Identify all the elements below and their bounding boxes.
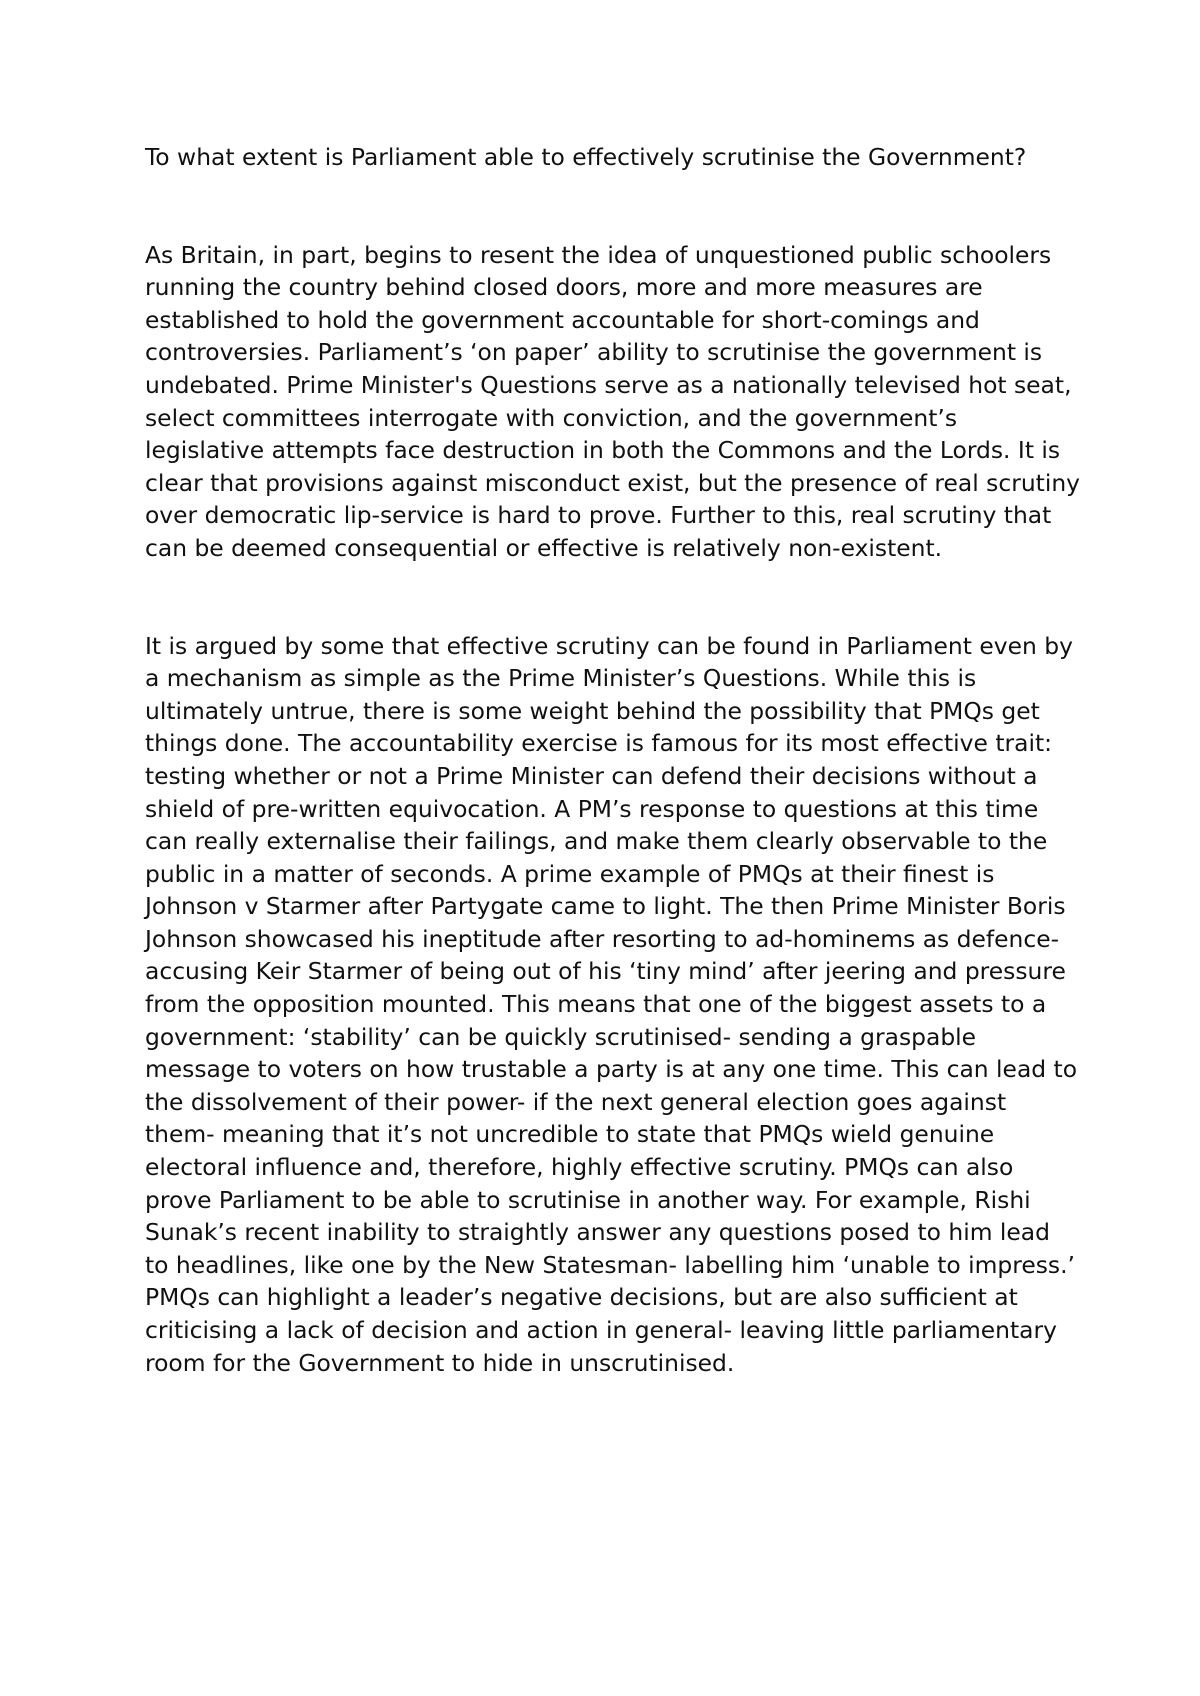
paragraph-introduction: As Britain, in part, begins to resent the idea of unquestioned public schoolers running the country behind closed doors, more and more measures are established to hold the government accountable for short-comings and controversies. Parliament’s ‘on paper’ ability to scrutinise the government is undebated. Prime Minister's Questions serve as a nationally televised hot seat, select committees interrogate with conviction, and the government’s legislative attempts face destruction in both the Commons and the Lords. It is clear that provisions against misconduct exist, but the presence of real scrutiny over democratic lip-service is hard to prove. Further to this, real scrutiny that can be deemed consequential or effective is relatively non-existent. xyxy=(145,240,1080,562)
paragraph-pmqs: It is argued by some that effective scrutiny can be found in Parliament even by a mechanism as simple as the Prime Minister’s Questions. While this is ultimately untrue, there is some weight behind the possibility that PMQs get things done. The accountability exercise is famous for its most effective trait: testing whether or not a Prime Minister can defend their decisions without a shield of pre-written equivocation. A PM’s response to questions at this time can really externalise their failings, and make them clearly observable to the public in a matter of seconds. A prime example of PMQs at their finest is Johnson v Starmer after Partygate came to light. The then Prime Minister Boris Johnson showcased his ineptitude after resorting to ad-hominems as defence- accusing Keir Starmer of being out of his ‘tiny mind’ after jeering and pressure from the opposition mounted. This means that one of the biggest assets to a government: ‘stability’ can be quickly scrutinised- sending a graspable message to voters on how trustable a party is at any one time. This can lead to the dissolvement of their power- if the next general election goes against them- meaning that it’s not uncredible to state that PMQs wield genuine electoral influence and, therefore, highly effective scrutiny. PMQs can also prove Parliament to be able to scrutinise in another way. For example, Rishi Sunak’s recent inability to straightly answer any questions posed to him lead to headlines, like one by the New Statesman- labelling him ‘unable to impress.’ PMQs can highlight a leader’s negative decisions, but are also sufficient at criticising a lack of decision and action in general- leaving little parliamentary room for the Government to hide in unscrutinised. xyxy=(145,631,1078,1377)
document-body xyxy=(145,141,1080,1379)
essay-title: To what extent is Parliament able to effectively scrutinise the Government? xyxy=(145,143,1027,171)
